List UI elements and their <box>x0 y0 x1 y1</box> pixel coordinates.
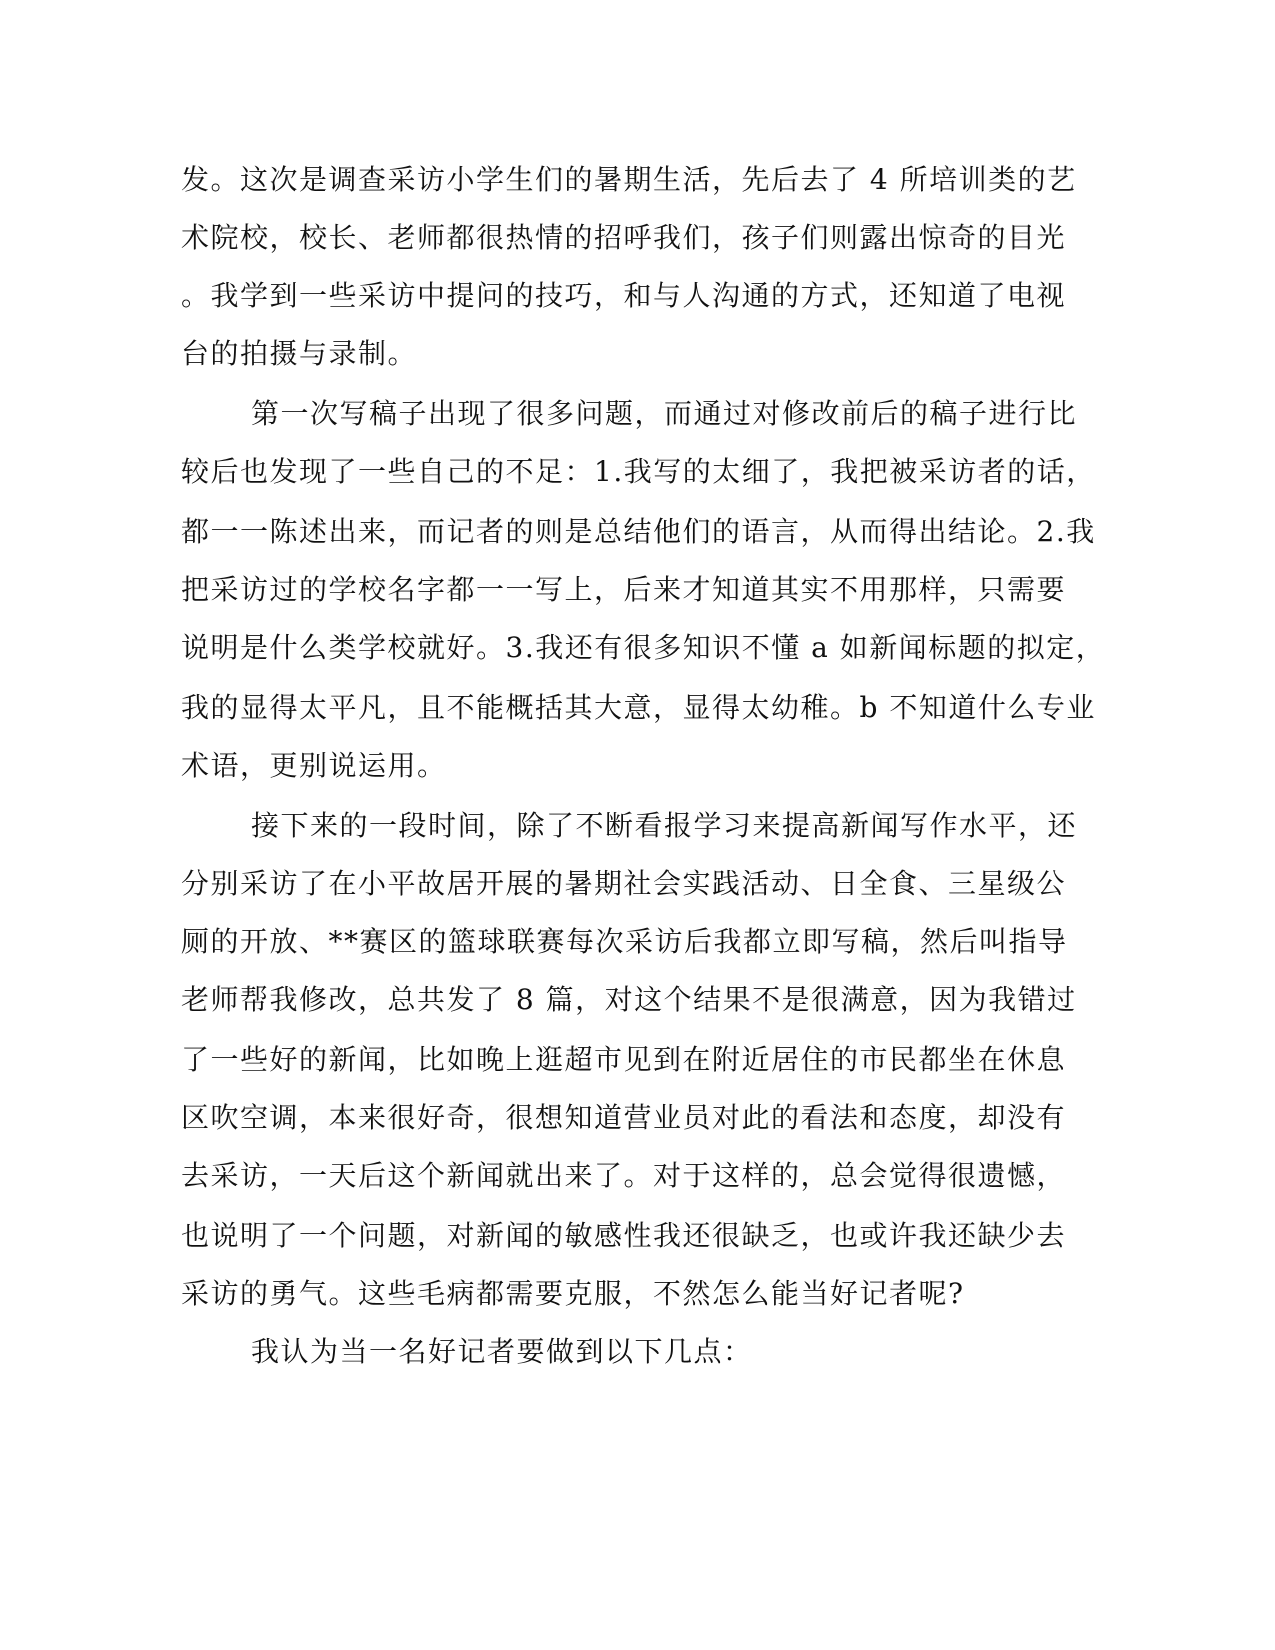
text-line: 。我学到一些采访中提问的技巧，和与人沟通的方式，还知道了电视 <box>181 279 1067 312</box>
text-line: 了一些好的新闻，比如晚上逛超市见到在附近居住的市民都坐在休息 <box>181 1043 1067 1076</box>
text-line: 发。这次是调查采访小学生们的暑期生活，先后去了 4 所培训类的艺 <box>181 163 1077 196</box>
text-line: 台的拍摄与录制。 <box>181 337 418 370</box>
text-line: 区吹空调，本来很好奇，很想知道营业员对此的看法和态度，却没有 <box>181 1101 1067 1134</box>
text-line: 采访的勇气。这些毛病都需要克服，不然怎么能当好记者呢? <box>181 1277 965 1310</box>
text-line: 也说明了一个问题，对新闻的敏感性我还很缺乏，也或许我还缺少去 <box>181 1219 1067 1252</box>
text-line: 术语，更别说运用。 <box>181 749 447 782</box>
text-line: 都一一陈述出来，而记者的则是总结他们的语言，从而得出结论。2.我 <box>181 515 1096 548</box>
text-line: 说明是什么类学校就好。3.我还有很多知识不懂 a 如新闻标题的拟定， <box>181 631 1106 664</box>
text-line: 接下来的一段时间，除了不断看报学习来提高新闻写作水平，还 <box>251 809 1078 842</box>
text-line: 我认为当一名好记者要做到以下几点： <box>251 1335 753 1368</box>
text-line: 去采访，一天后这个新闻就出来了。对于这样的，总会觉得很遗憾， <box>181 1159 1067 1192</box>
text-line: 老师帮我修改，总共发了 8 篇，对这个结果不是很满意，因为我错过 <box>181 983 1077 1016</box>
text-line: 分别采访了在小平故居开展的暑期社会实践活动、日全食、三星级公 <box>181 867 1067 900</box>
text-line: 我的显得太平凡，且不能概括其大意，显得太幼稚。b 不知道什么专业 <box>181 691 1096 724</box>
text-line: 把采访过的学校名字都一一写上，后来才知道其实不用那样，只需要 <box>181 573 1067 606</box>
text-line: 术院校，校长、老师都很热情的招呼我们，孩子们则露出惊奇的目光 <box>181 221 1067 254</box>
text-line: 第一次写稿子出现了很多问题，而通过对修改前后的稿子进行比 <box>251 397 1078 430</box>
text-line: 厕的开放、**赛区的篮球联赛每次采访后我都立即写稿，然后叫指导 <box>181 925 1068 958</box>
text-line: 较后也发现了一些自己的不足：1.我写的太细了，我把被采访者的话， <box>181 455 1096 488</box>
